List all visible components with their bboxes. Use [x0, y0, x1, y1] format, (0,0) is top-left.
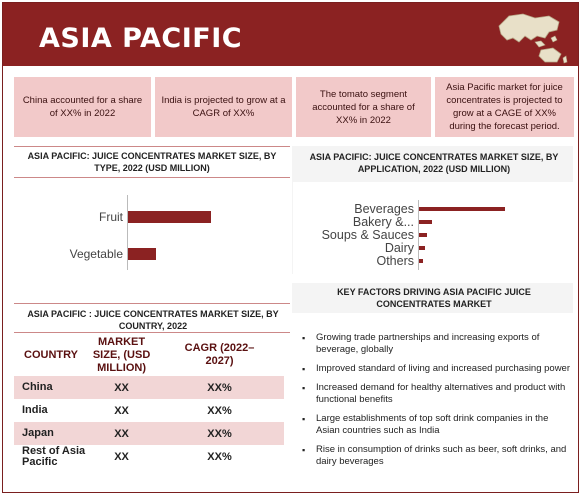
country-section-title: ASIA PACIFIC : JUICE CONCENTRATES MARKET SIZE, BY COUNTRY, 2022 [27, 309, 279, 331]
market-size-cell: XX [114, 450, 129, 463]
asia-pacific-map-icon [491, 8, 571, 66]
category-label: Dairy [384, 240, 414, 255]
market-size-cell: XX [88, 376, 155, 399]
factors-list-panel [296, 320, 573, 485]
factor-item: ▪ Large establishments of top soft drink companies in the Asian countries such as India [296, 413, 573, 437]
cagr-cell: XX% [155, 376, 284, 399]
cagr-cell: XX% [207, 404, 232, 417]
table-row [14, 376, 284, 399]
country-cell: China [14, 376, 88, 399]
category-label: Beverages [354, 201, 414, 216]
fact-box-tomato: The tomato segment accounted for a share of XX% in 2022 [296, 77, 431, 137]
divider [14, 303, 290, 304]
market-size-cell: XX [88, 422, 155, 445]
category-label: Vegetable [69, 247, 123, 261]
bar [419, 233, 427, 237]
app-panel-edge [292, 182, 293, 274]
col-header-cagr: CAGR (2022–2027) [184, 342, 255, 367]
factor-item: ▪ Improved standard of living and increased purchasing power [296, 363, 573, 375]
factor-item: ▪ Growing trade partnerships and increasing exports of beverage, globally [296, 332, 573, 356]
factors-section-title: KEY FACTORS DRIVING ASIA PACIFIC JUICE CONCENTRATES MARKET [337, 287, 531, 309]
table-row [14, 422, 284, 445]
cagr-cell: XX% [207, 450, 232, 463]
col-header-market-size: MARKET SIZE, (USD MILLION) [92, 335, 151, 374]
app-section-title: ASIA PACIFIC: JUICE CONCENTRATES MARKET SIZE, BY APPLICATION, 2022 (USD MILLION) [309, 152, 559, 174]
category-label: Soups & Sauces [321, 227, 414, 242]
fact-box-china: China accounted for a share of XX% in 2022 [14, 77, 151, 137]
header-banner [3, 3, 578, 66]
category-label: Fruit [99, 210, 123, 224]
bar [419, 207, 505, 211]
bar [419, 220, 432, 224]
table-row [14, 445, 284, 468]
fact-box-india: India is projected to grow at a CAGR of XX% [155, 77, 292, 137]
table-row [14, 399, 284, 422]
factor-item: ▪ Increased demand for healthy alternatives and product with functional benefits [296, 382, 573, 406]
bar [128, 248, 156, 260]
country-table [14, 334, 284, 468]
cagr-cell: XX% [155, 422, 284, 445]
category-label: Others [376, 253, 414, 268]
page-title: ASIA PACIFIC [39, 23, 243, 54]
country-cell: India [22, 404, 48, 416]
divider [14, 177, 290, 178]
type-section-title: ASIA PACIFIC: JUICE CONCENTRATES MARKET SIZE, BY TYPE, 2022 (USD MILLION) [27, 151, 277, 173]
bar [419, 246, 425, 250]
factor-item: ▪ Rise in consumption of drinks such as beer, soft drinks, and dairy beverages [296, 444, 573, 468]
bar [128, 211, 211, 223]
bar [419, 259, 423, 263]
market-size-cell: XX [114, 404, 129, 417]
fact-box-forecast: Asia Pacific market for juice concentrates is projected to grow at a CAGE of XX% during the forecast period. [435, 77, 574, 137]
divider [14, 332, 290, 333]
col-header-country: COUNTRY [24, 348, 79, 361]
country-cell: Japan [14, 422, 88, 445]
divider [14, 146, 290, 147]
category-label: Bakery &... [352, 214, 414, 229]
country-cell: Rest of Asia Pacific [22, 444, 86, 468]
